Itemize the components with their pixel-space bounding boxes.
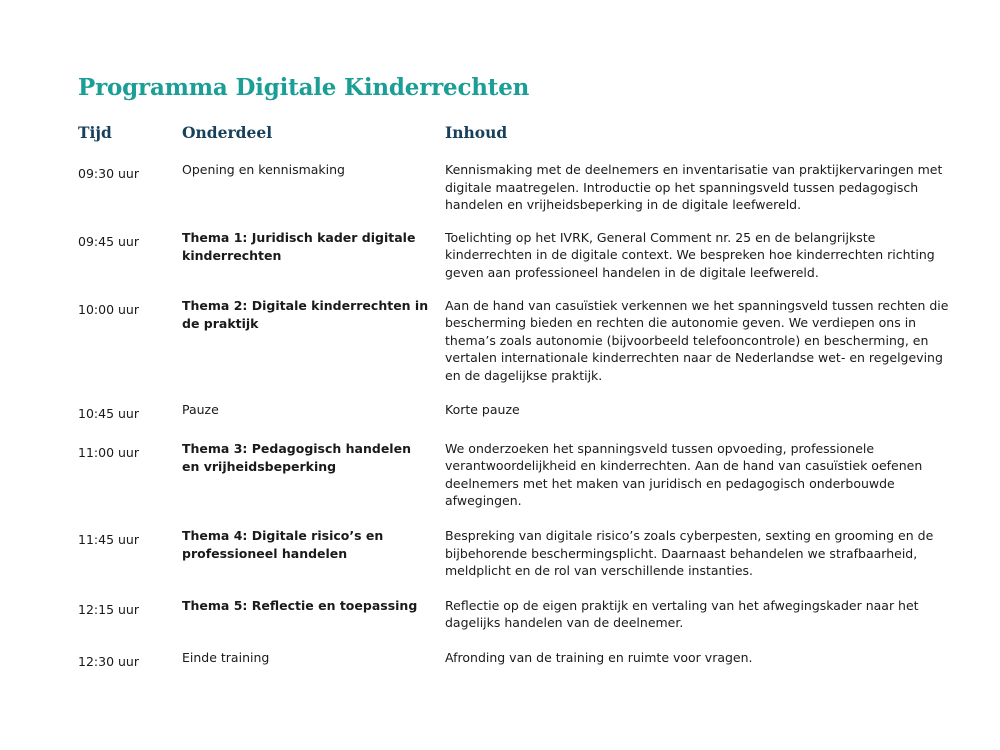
table-row xyxy=(78,401,958,423)
row-time: 09:45 uur xyxy=(78,233,139,249)
row-part: Thema 3: Pedagogisch handelen en vrijheidsbeperking xyxy=(182,440,411,474)
table-row xyxy=(78,297,958,385)
row-part: Thema 4: Digitale risico’s en professioneel handelen xyxy=(182,527,384,561)
row-part: Opening en kennismaking xyxy=(182,162,345,177)
row-content: Afronding van de training en ruimte voor vragen. xyxy=(445,649,753,665)
header-content: Inhoud xyxy=(445,123,508,142)
table-row xyxy=(78,597,958,632)
program-document xyxy=(78,74,958,671)
row-time: 12:15 uur xyxy=(78,601,139,617)
table-header xyxy=(78,123,958,153)
table-row xyxy=(78,229,958,282)
table-row xyxy=(78,527,958,580)
row-time: 10:45 uur xyxy=(78,405,139,421)
row-content: We onderzoeken het spanningsveld tussen opvoeding, professionele verantwoordelijkheid en kinderrechten. Aan de hand van casuïstiek oefenen deelnemers met het maken van juridisch en pedagogisch onderbouwde afwegingen. xyxy=(445,440,923,509)
row-part: Einde training xyxy=(182,649,270,665)
row-part: Thema 5: Reflectie en toepassing xyxy=(182,597,418,613)
row-time: 11:00 uur xyxy=(78,444,139,460)
row-content: Toelichting op het IVRK, General Comment nr. 25 en de belangrijkste kinderrechten in de digitale context. We bespreken hoe kinderrechten richting geven aan professioneel handelen in de digitale leefwereld. xyxy=(445,229,935,280)
row-time: 12:30 uur xyxy=(78,653,139,669)
row-content: Reflectie op de eigen praktijk en vertaling van het afwegingskader naar het dagelijks handelen van de deelnemer. xyxy=(445,597,919,631)
row-time: 10:00 uur xyxy=(78,301,139,317)
row-part: Pauze xyxy=(182,401,219,417)
row-time: 11:45 uur xyxy=(78,531,139,547)
row-content: Korte pauze xyxy=(445,401,520,417)
program-table xyxy=(78,161,958,671)
row-content: Aan de hand van casuïstiek verkennen we het spanningsveld tussen rechten die bescherming bieden en rechten die autonomie geven. We verdiepen ons in thema’s zoals autonomie (bijvoorbeeld telefooncontrole) en bescherming, en vertalen internationale kinderrechten naar de Nederlandse wet- en regelgeving en de dagelijkse praktijk. xyxy=(445,297,949,383)
row-part: Thema 1: Juridisch kader digitale kinderrechten xyxy=(182,229,416,263)
header-part: Onderdeel xyxy=(182,123,273,142)
row-time: 09:30 uur xyxy=(78,166,139,181)
table-row xyxy=(78,649,958,671)
page-title: Programma Digitale Kinderrechten xyxy=(78,74,530,101)
row-content: Bespreking van digitale risico’s zoals cyberpesten, sexting en grooming en de bijbehorende beschermingsplicht. Daarnaast behandelen we strafbaarheid, meldplicht en de rol van verschillende instanties. xyxy=(445,527,934,579)
row-content: Kennismaking met de deelnemers en inventarisatie van praktijkervaringen met digitale maatregelen. Introductie op het spanningsveld tussen pedagogisch handelen en vrijheidsbeperking in de digitale leefwereld. xyxy=(445,162,943,213)
row-part: Thema 2: Digitale kinderrechten in de praktijk xyxy=(182,297,429,331)
table-row xyxy=(78,161,958,214)
header-time: Tijd xyxy=(78,123,112,142)
table-row xyxy=(78,440,958,510)
